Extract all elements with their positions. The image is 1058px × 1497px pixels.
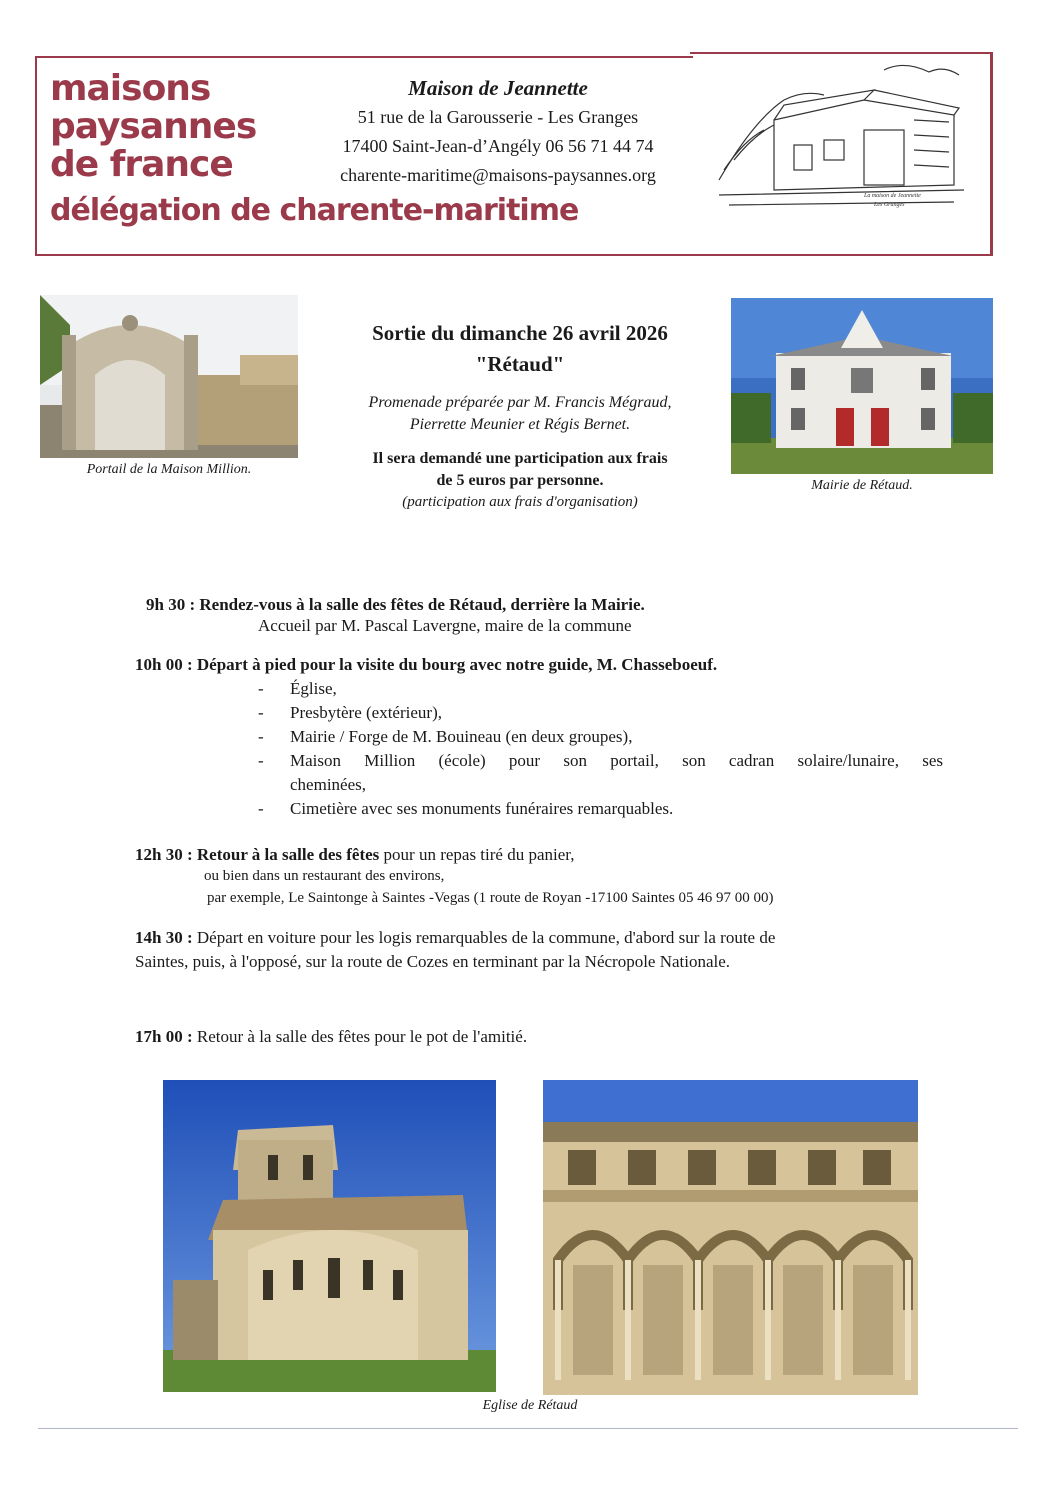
house-sketch-image bbox=[714, 60, 974, 220]
org-name: Maison de Jeannette bbox=[408, 76, 588, 100]
logo-line-3: de france bbox=[50, 144, 233, 185]
list-item-continuation: cheminées, bbox=[290, 775, 366, 794]
list-item: - Maison Million (école) pour son portail, son cadran solaire/lunaire, ses bbox=[258, 751, 943, 770]
event-organisers bbox=[310, 392, 730, 436]
logo-line-2: paysannes bbox=[50, 106, 257, 147]
participation-note: (participation aux frais d'organisation) bbox=[402, 494, 638, 510]
event-info bbox=[310, 318, 730, 512]
schedule-time: 17h 00 : bbox=[135, 1027, 193, 1046]
org-email[interactable]: charente-maritime@maisons-paysannes.org bbox=[340, 165, 656, 185]
schedule-item-1430 bbox=[135, 926, 945, 950]
schedule-item-1700 bbox=[135, 1025, 945, 1049]
schedule-time: 10h 00 : bbox=[135, 655, 193, 674]
eglise-arcade-photo bbox=[543, 1080, 918, 1395]
schedule-title: Rendez-vous à la salle des fêtes de Rétaud, derrière la Mairie. bbox=[199, 595, 645, 614]
organisation-logo bbox=[50, 70, 256, 184]
promenade-line-1: Promenade préparée par M. Francis Mégraud, bbox=[368, 394, 672, 411]
participation-line-2: de 5 euros par personne. bbox=[436, 472, 604, 489]
mairie-photo bbox=[731, 298, 993, 474]
schedule-restaurant-line: ou bien dans un restaurant des environs, bbox=[204, 868, 445, 884]
delegation-title: délégation de charente-maritime bbox=[50, 193, 579, 228]
list-item: - Presbytère (extérieur), bbox=[258, 703, 442, 722]
promenade-line-2: Pierrette Meunier et Régis Bernet. bbox=[409, 416, 631, 433]
schedule-time: 14h 30 : bbox=[135, 928, 193, 947]
list-item: - Mairie / Forge de M. Bouineau (en deux groupes), bbox=[258, 727, 633, 746]
sketch-caption-2: Les Granges bbox=[874, 202, 905, 208]
mairie-caption: Mairie de Rétaud. bbox=[811, 478, 913, 493]
org-address: 51 rue de la Garousserie - Les Granges bbox=[357, 107, 639, 127]
portail-photo bbox=[40, 295, 298, 458]
contact-block bbox=[318, 74, 678, 190]
schedule-item-1230 bbox=[135, 843, 955, 867]
schedule-item-1000 bbox=[135, 653, 955, 677]
sketch-caption-1: La maison de Jeannette bbox=[864, 193, 921, 199]
schedule-title: Retour à la salle des fêtes bbox=[196, 845, 380, 864]
schedule-time: 9h 30 : bbox=[146, 595, 196, 614]
participation-line-1: Il sera demandé une participation aux frais bbox=[372, 450, 668, 467]
list-item: - Cimetière avec ses monuments funéraires remarquables. bbox=[258, 799, 674, 818]
participation-info bbox=[310, 448, 730, 492]
event-place: "Rétaud" bbox=[475, 352, 565, 376]
list-item: - Église, bbox=[258, 679, 337, 698]
eglise-exterior-photo bbox=[163, 1080, 496, 1392]
schedule-text: Départ en voiture pour les logis remarquables de la commune, d'abord sur la route de bbox=[192, 928, 776, 947]
schedule-title: Départ à pied pour la visite du bourg avec notre guide, M. Chasseboeuf. bbox=[196, 655, 718, 674]
eglise-caption: Eglise de Rétaud bbox=[482, 1398, 578, 1413]
event-title: Sortie du dimanche 26 avril 2026 bbox=[372, 321, 668, 345]
schedule-text-continuation: Saintes, puis, à l'opposé, sur la route de Cozes en terminant par la Nécropole Nationale. bbox=[135, 952, 731, 971]
schedule-time: 12h 30 : bbox=[135, 845, 193, 864]
schedule-restaurant-example: par exemple, Le Saintonge à Saintes -Vegas (1 route de Royan -17100 Saintes 05 46 97 00 00) bbox=[207, 890, 774, 906]
org-city-phone: 17400 Saint-Jean-d’Angély 06 56 71 44 74 bbox=[342, 136, 654, 156]
schedule-welcome: Accueil par M. Pascal Lavergne, maire de la commune bbox=[258, 616, 632, 635]
schedule-text: Retour à la salle des fêtes pour le pot de l'amitié. bbox=[192, 1027, 528, 1046]
logo-line-1: maisons bbox=[50, 68, 211, 109]
visit-list bbox=[258, 677, 943, 821]
portail-caption: Portail de la Maison Million. bbox=[86, 462, 252, 477]
footer-divider bbox=[38, 1428, 1018, 1429]
schedule-text: pour un repas tiré du panier, bbox=[379, 845, 575, 864]
